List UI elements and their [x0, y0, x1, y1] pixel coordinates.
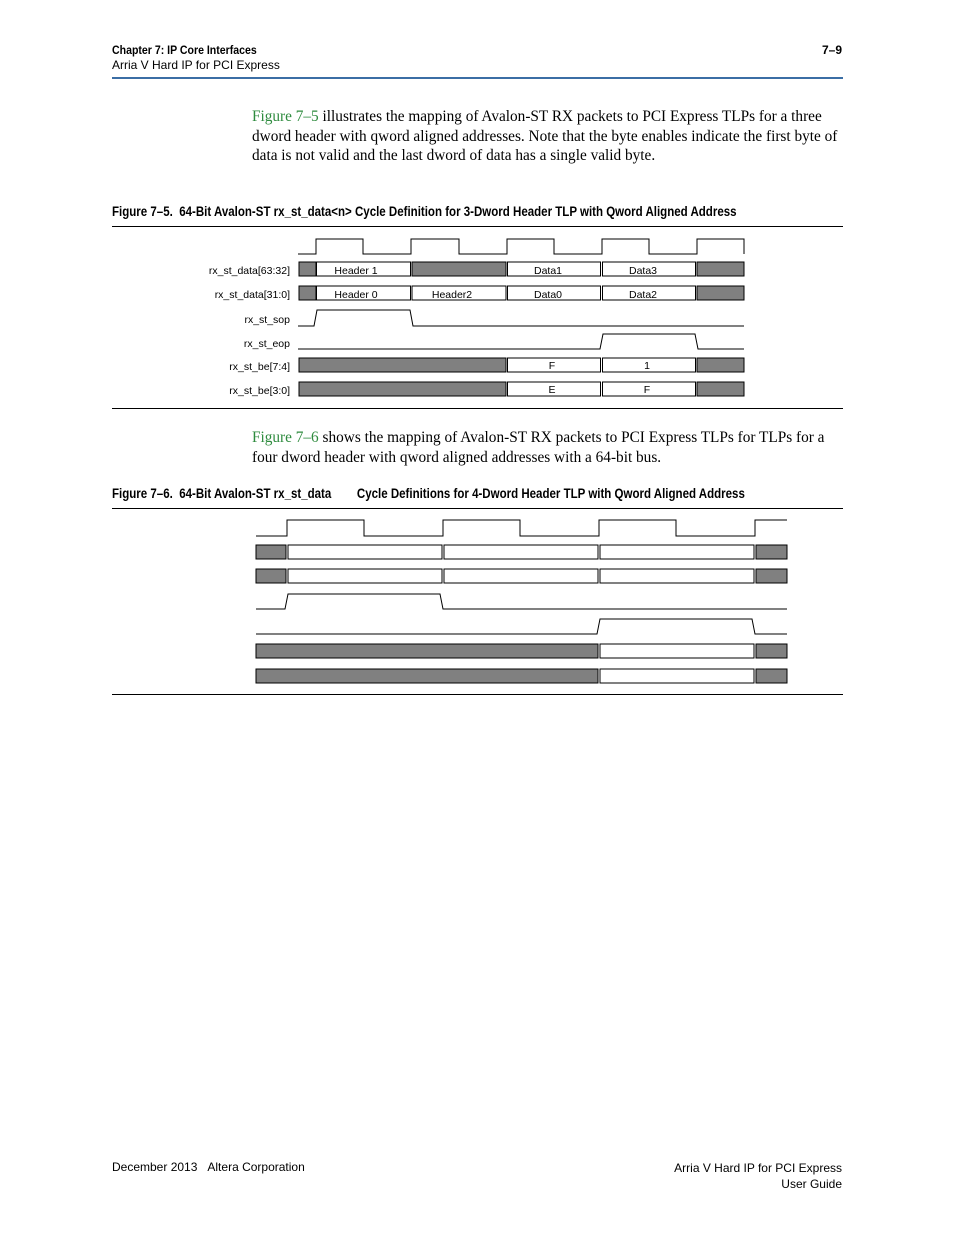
cell-be-hi-0: F — [548, 360, 556, 372]
footer-date: December 2013 — [112, 1160, 198, 1174]
cell-be-lo-1: F — [643, 384, 651, 396]
waveform-eop-2 — [256, 619, 787, 634]
figure-7-6-bottom-rule — [112, 694, 843, 695]
cell-data-hi-2: Data1 — [533, 265, 563, 277]
waveform-sop-2 — [256, 594, 787, 609]
footer-right — [674, 1160, 842, 1192]
signal-label-rx-st-data-lo: rx_st_data[31:0] — [214, 289, 290, 301]
signal-label-rx-st-sop: rx_st_sop — [244, 314, 290, 326]
signal-label-rx-st-be-lo: rx_st_be[3:0] — [229, 385, 290, 397]
header-subtitle: Arria V Hard IP for PCI Express — [112, 58, 280, 72]
cell-data-lo-3: Data2 — [628, 289, 658, 301]
cell-be-hi-1: 1 — [644, 360, 650, 372]
footer-company: Altera Corporation — [207, 1160, 305, 1174]
signal-label-rx-st-be-hi: rx_st_be[7:4] — [229, 361, 290, 373]
footer-doc-type: User Guide — [781, 1177, 842, 1191]
cell-data-hi-0: Header 1 — [334, 265, 378, 277]
figure-7-5-caption: Figure 7–5. 64-Bit Avalon-ST rx_st_data<n> Cycle Definition for 3-Dword Header TLP with Qword Aligned Address — [112, 204, 737, 219]
signal-label-rx-st-data-hi: rx_st_data[63:32] — [208, 265, 290, 277]
paragraph-text: illustrates the mapping of Avalon-ST RX packets to PCI Express TLPs for a three dword header with qword aligned addresses. Note that the byte enables indicate the first byte of data is not valid and the last dword of data has a single valid byte. — [252, 108, 838, 165]
cell-be-lo-0: E — [548, 384, 556, 396]
cell-data-lo-0: Header 0 — [334, 289, 378, 301]
figure-7-5-link[interactable]: Figure 7–5 — [252, 108, 319, 125]
clock-waveform-2 — [256, 520, 787, 536]
cell-data-lo-2: Data0 — [533, 289, 563, 301]
bus-row-5 — [256, 644, 787, 658]
bus-row-2 — [256, 569, 787, 583]
cell-data-hi-3: Data3 — [628, 265, 658, 277]
footer-doc-title: Arria V Hard IP for PCI Express — [674, 1161, 842, 1175]
cell-data-lo-1: Header2 — [431, 289, 473, 301]
figure-7-6-link[interactable]: Figure 7–6 — [252, 429, 319, 446]
figure-7-6-caption: Figure 7–6. 64-Bit Avalon-ST rx_st_data Cycle Definitions for 4-Dword Header TLP with Qword Aligned Address — [112, 486, 745, 501]
page-number: 7–9 — [821, 43, 842, 57]
paragraph-text: shows the mapping of Avalon-ST RX packets to PCI Express TLPs for TLPs for a four dword header with qword aligned addresses with a 64-bit bus. — [252, 429, 825, 466]
footer-left — [112, 1160, 305, 1174]
bus-row-1 — [256, 545, 787, 559]
bus-row-6 — [256, 669, 787, 683]
signal-label-rx-st-eop: rx_st_eop — [243, 338, 290, 350]
chapter-title: Chapter 7: IP Core Interfaces — [112, 43, 257, 57]
